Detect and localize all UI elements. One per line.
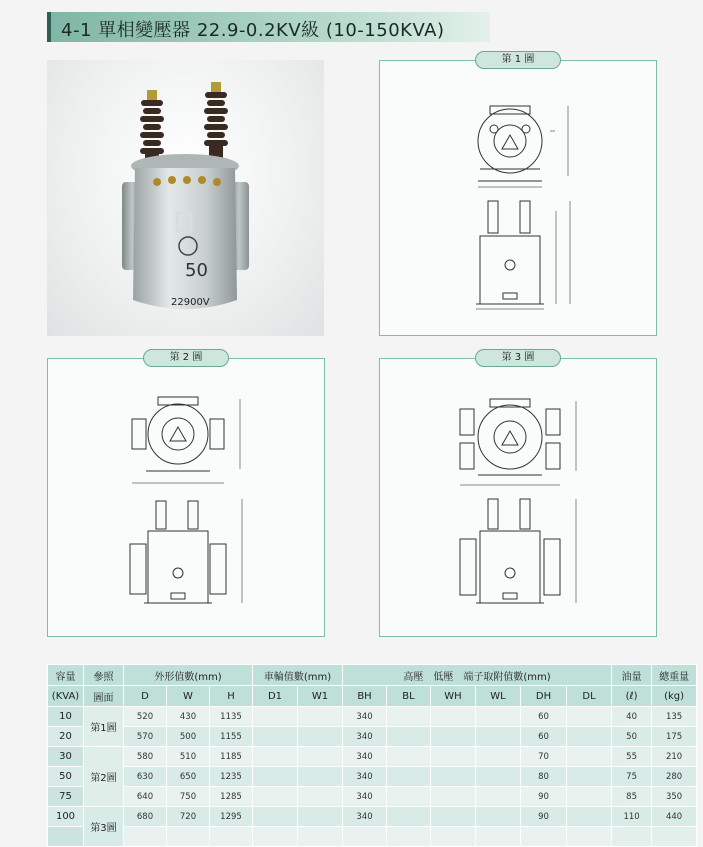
transformer-photo [47, 60, 324, 336]
cell-oil [612, 827, 652, 847]
header-col-wh: WH [431, 686, 476, 707]
cell-w: 510 [167, 747, 210, 767]
cell-oil: 85 [612, 787, 652, 807]
cell-oil: 75 [612, 767, 652, 787]
cell-bh: 340 [343, 707, 387, 727]
cell-weight: 350 [652, 787, 697, 807]
cell-h: 1285 [210, 787, 253, 807]
cell-dl [567, 747, 612, 767]
page-title: 4-1 單相變壓器 22.9-0.2KV級 (10-150KVA) [61, 20, 445, 41]
cell-d1 [253, 707, 298, 727]
table-header-row-2 [48, 686, 697, 707]
cell-bh: 340 [343, 787, 387, 807]
cell-w: 720 [167, 807, 210, 827]
cell-wl [476, 727, 521, 747]
cell-kva: 30 [48, 747, 84, 767]
cell-wh [431, 727, 476, 747]
header-weight-unit: (kg) [652, 686, 697, 707]
cell-bl [387, 707, 431, 727]
header-terminal: 高壓 低壓 端子取附值數(mm) [343, 665, 612, 686]
cell-weight: 135 [652, 707, 697, 727]
cell-wl [476, 747, 521, 767]
cell-bh: 340 [343, 747, 387, 767]
figure-3-drawing [380, 359, 658, 638]
rating-label: 50 [185, 260, 208, 281]
cell-w1 [298, 827, 343, 847]
cell-bl [387, 747, 431, 767]
cell-w: 650 [167, 767, 210, 787]
figure-2-drawing [48, 359, 326, 638]
cell-wh [431, 807, 476, 827]
cell-w1 [298, 807, 343, 827]
header-weight: 總重量 [652, 665, 697, 686]
header-col-bl: BL [387, 686, 431, 707]
cell-bl [387, 807, 431, 827]
cell-kva: 50 [48, 767, 84, 787]
cell-wl [476, 787, 521, 807]
bushing-right [204, 82, 228, 166]
table-row [48, 707, 697, 727]
figure-1-panel [379, 54, 657, 336]
cell-kva [48, 827, 84, 847]
cell-weight: 280 [652, 767, 697, 787]
header-col-dl: DL [567, 686, 612, 707]
cell-dh: 80 [521, 767, 567, 787]
header-col-dh: DH [521, 686, 567, 707]
cell-h: 1135 [210, 707, 253, 727]
cell-dh: 70 [521, 747, 567, 767]
table-row [48, 827, 697, 847]
cell-wl [476, 807, 521, 827]
cell-wh [431, 787, 476, 807]
cell-dh: 60 [521, 727, 567, 747]
cell-weight: 210 [652, 747, 697, 767]
cell-dh: 60 [521, 707, 567, 727]
cell-kva: 100 [48, 807, 84, 827]
header-outer: 外形值數(mm) [124, 665, 253, 686]
figure-1-drawing [380, 61, 658, 337]
header-col-h: H [210, 686, 253, 707]
cell-w1 [298, 787, 343, 807]
cell-dh: 90 [521, 787, 567, 807]
cell-dl [567, 727, 612, 747]
header-ref: 參照 [84, 665, 124, 686]
title-bar [47, 12, 490, 42]
table-header-row-1 [48, 665, 697, 686]
cell-bh: 340 [343, 727, 387, 747]
cell-d [124, 827, 167, 847]
cell-dl [567, 827, 612, 847]
header-col-w: W [167, 686, 210, 707]
cell-wh [431, 747, 476, 767]
header-col-d1: D1 [253, 686, 298, 707]
cell-d: 640 [124, 787, 167, 807]
cell-wh [431, 707, 476, 727]
header-oil-unit: (ℓ) [612, 686, 652, 707]
cell-h: 1295 [210, 807, 253, 827]
table-row [48, 747, 697, 767]
cell-ref-group: 第3圖 [84, 807, 124, 847]
cell-dl [567, 787, 612, 807]
header-wheel: 車輪值數(mm) [253, 665, 343, 686]
cell-w: 500 [167, 727, 210, 747]
cell-kva: 20 [48, 727, 84, 747]
cell-d1 [253, 827, 298, 847]
cell-bl [387, 827, 431, 847]
cell-dl [567, 807, 612, 827]
header-capacity: 容量 [48, 665, 84, 686]
header-capacity-unit: (KVA) [48, 686, 84, 707]
figure-2-panel [47, 352, 325, 637]
cell-d1 [253, 767, 298, 787]
cell-kva: 75 [48, 787, 84, 807]
cell-weight [652, 827, 697, 847]
table-row [48, 787, 697, 807]
cell-h: 1155 [210, 727, 253, 747]
cell-d1 [253, 727, 298, 747]
cell-wl [476, 767, 521, 787]
cell-d: 680 [124, 807, 167, 827]
cell-w1 [298, 747, 343, 767]
cell-bh [343, 827, 387, 847]
cell-oil: 110 [612, 807, 652, 827]
cell-dl [567, 767, 612, 787]
figure-1-tag: 第 1 圖 [475, 51, 561, 69]
cell-bh: 340 [343, 767, 387, 787]
cell-oil: 55 [612, 747, 652, 767]
table-row [48, 727, 697, 747]
transformer-illustration [47, 60, 324, 336]
figure-3-panel [379, 352, 657, 637]
cell-w: 750 [167, 787, 210, 807]
header-ref-sub: 圖面 [84, 686, 124, 707]
cell-d: 580 [124, 747, 167, 767]
cell-ref-group: 第2圖 [84, 747, 124, 807]
cell-d: 630 [124, 767, 167, 787]
header-col-d: D [124, 686, 167, 707]
header-col-bh: BH [343, 686, 387, 707]
cell-h: 1235 [210, 767, 253, 787]
cell-h [210, 827, 253, 847]
cell-bl [387, 727, 431, 747]
cell-d1 [253, 747, 298, 767]
header-oil: 油量 [612, 665, 652, 686]
cell-oil: 50 [612, 727, 652, 747]
header-col-w1: W1 [298, 686, 343, 707]
cell-w [167, 827, 210, 847]
cell-dh: 90 [521, 807, 567, 827]
header-col-wl: WL [476, 686, 521, 707]
cell-w: 430 [167, 707, 210, 727]
cell-wh [431, 827, 476, 847]
cell-wh [431, 767, 476, 787]
cell-w1 [298, 767, 343, 787]
cell-wl [476, 827, 521, 847]
figure-3-tag: 第 3 圖 [475, 349, 561, 367]
cell-weight: 440 [652, 807, 697, 827]
cell-d: 570 [124, 727, 167, 747]
spec-table [47, 664, 697, 847]
cell-h: 1185 [210, 747, 253, 767]
cell-dl [567, 707, 612, 727]
cell-dh [521, 827, 567, 847]
cell-kva: 10 [48, 707, 84, 727]
table-row [48, 807, 697, 827]
cell-ref-group: 第1圖 [84, 707, 124, 747]
cell-d1 [253, 807, 298, 827]
cell-wl [476, 707, 521, 727]
table-row [48, 767, 697, 787]
cell-bl [387, 767, 431, 787]
cell-bl [387, 787, 431, 807]
cell-d1 [253, 787, 298, 807]
cell-d: 520 [124, 707, 167, 727]
cell-w1 [298, 727, 343, 747]
cell-w1 [298, 707, 343, 727]
cell-bh: 340 [343, 807, 387, 827]
cell-weight: 175 [652, 727, 697, 747]
cell-oil: 40 [612, 707, 652, 727]
figure-2-tag: 第 2 圖 [143, 349, 229, 367]
voltage-label: 22900V [171, 297, 210, 308]
